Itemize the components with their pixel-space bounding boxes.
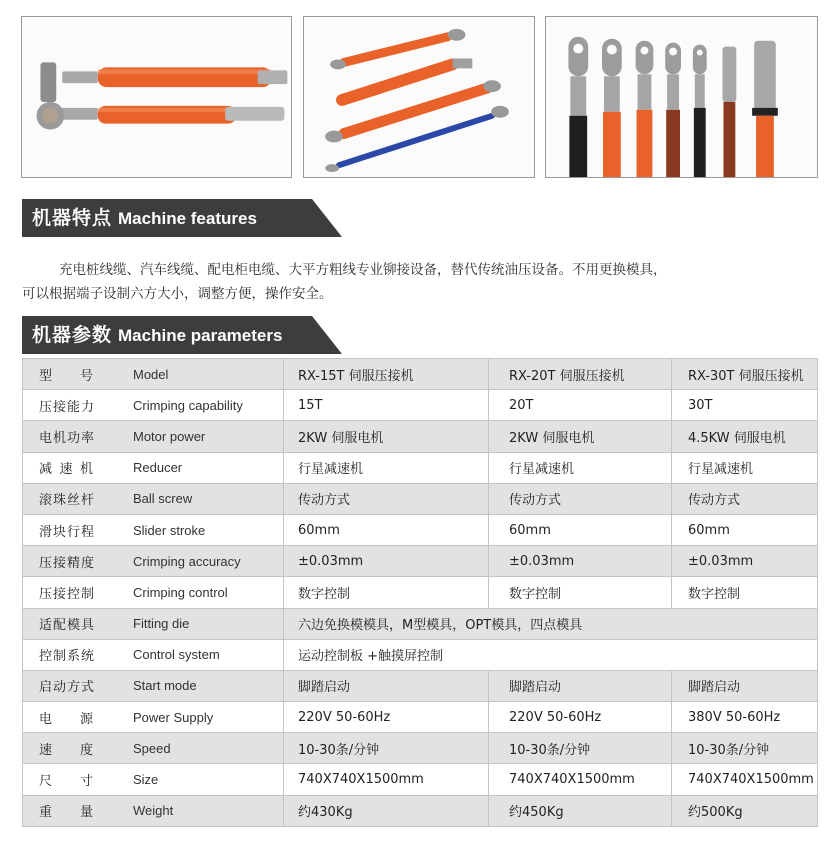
terminal-cables-photo bbox=[303, 16, 535, 178]
param-label-char: 速 bbox=[39, 742, 53, 758]
param-value: 约500Kg bbox=[672, 795, 818, 826]
param-label-en: Control system bbox=[113, 639, 284, 670]
crimped-terminals-photo bbox=[545, 16, 818, 178]
param-label-cn bbox=[23, 733, 114, 764]
param-label-en: Size bbox=[113, 764, 284, 795]
param-value: 740X740X1500mm bbox=[672, 764, 818, 795]
param-value: 10-30条/分钟 bbox=[284, 733, 489, 764]
param-label-char: 度 bbox=[79, 742, 93, 758]
param-value: 15T bbox=[284, 390, 489, 421]
table-row bbox=[23, 546, 818, 577]
param-label-en: Crimping accuracy bbox=[113, 546, 284, 577]
param-label-cn bbox=[23, 452, 114, 483]
param-label-char: 重 bbox=[39, 805, 53, 821]
table-row bbox=[23, 577, 818, 608]
param-value: 4.5KW 伺服电机 bbox=[672, 421, 818, 452]
param-label-cn bbox=[23, 795, 114, 826]
param-value: 行星减速机 bbox=[672, 452, 818, 483]
parameters-table-body bbox=[23, 359, 818, 827]
param-label-char: 速 bbox=[59, 462, 73, 478]
parameters-section-header bbox=[22, 316, 342, 354]
param-value: 60mm bbox=[284, 514, 489, 545]
param-label-cn bbox=[23, 764, 114, 795]
param-value: 740X740X1500mm bbox=[284, 764, 489, 795]
table-row bbox=[23, 390, 818, 421]
param-value: 20T bbox=[489, 390, 672, 421]
features-section-header bbox=[22, 199, 342, 237]
param-label-en: Power Supply bbox=[113, 702, 284, 733]
param-label-char: 寸 bbox=[79, 774, 93, 790]
param-value: RX-20T 伺服压接机 bbox=[489, 359, 672, 390]
param-label-cn-spaced bbox=[39, 708, 93, 727]
param-value: 约430Kg bbox=[284, 795, 489, 826]
param-value: 10-30条/分钟 bbox=[672, 733, 818, 764]
param-value: 2KW 伺服电机 bbox=[284, 421, 489, 452]
param-label-cn-spaced bbox=[39, 365, 93, 384]
param-label-cn: 压接精度 bbox=[23, 546, 114, 577]
param-label-cn-spaced bbox=[39, 739, 93, 758]
param-label-en: Crimping control bbox=[113, 577, 284, 608]
param-value: 数字控制 bbox=[284, 577, 489, 608]
table-row bbox=[23, 421, 818, 452]
param-label-en: Motor power bbox=[113, 421, 284, 452]
param-label-en: Slider stroke bbox=[113, 514, 284, 545]
param-value-span: 六边免换模模具，M型模具，OPT模具，四点模具 bbox=[284, 608, 818, 639]
param-label-char: 源 bbox=[79, 711, 93, 727]
parameters-title-en: Machine parameters bbox=[118, 326, 283, 345]
param-value: 数字控制 bbox=[489, 577, 672, 608]
features-title bbox=[32, 199, 257, 237]
param-label-en: Reducer bbox=[113, 452, 284, 483]
param-label-char: 量 bbox=[79, 805, 93, 821]
features-title-en: Machine features bbox=[118, 209, 257, 228]
param-value: RX-15T 伺服压接机 bbox=[284, 359, 489, 390]
param-value: 脚踏启动 bbox=[672, 670, 818, 701]
param-value: ±0.03mm bbox=[672, 546, 818, 577]
param-label-char: 电 bbox=[39, 711, 53, 727]
cable-assembly-photo bbox=[21, 16, 292, 178]
param-label-char: 型 bbox=[39, 368, 53, 384]
param-label-char: 减 bbox=[39, 462, 53, 478]
features-description bbox=[22, 258, 822, 306]
param-label-en: Crimping capability bbox=[113, 390, 284, 421]
param-value: 行星减速机 bbox=[489, 452, 672, 483]
parameters-title bbox=[32, 316, 282, 354]
param-value: ±0.03mm bbox=[489, 546, 672, 577]
table-row bbox=[23, 452, 818, 483]
param-value: 220V 50-60Hz bbox=[489, 702, 672, 733]
param-value: 380V 50-60Hz bbox=[672, 702, 818, 733]
param-label-char: 机 bbox=[79, 462, 93, 478]
table-row bbox=[23, 733, 818, 764]
param-value: 行星减速机 bbox=[284, 452, 489, 483]
param-label-cn bbox=[23, 702, 114, 733]
param-label-char: 号 bbox=[79, 368, 93, 384]
param-label-en: Weight bbox=[113, 795, 284, 826]
table-row bbox=[23, 483, 818, 514]
param-label-cn: 适配模具 bbox=[23, 608, 114, 639]
features-line-2: 可以根据端子设制六方大小，调整方便，操作安全。 bbox=[22, 286, 333, 302]
table-row bbox=[23, 702, 818, 733]
param-label-cn: 滑块行程 bbox=[23, 514, 114, 545]
param-label-cn: 压接能力 bbox=[23, 390, 114, 421]
param-value: ±0.03mm bbox=[284, 546, 489, 577]
param-label-en: Speed bbox=[113, 733, 284, 764]
param-value: 数字控制 bbox=[672, 577, 818, 608]
param-value: 2KW 伺服电机 bbox=[489, 421, 672, 452]
param-label-cn: 滚珠丝杆 bbox=[23, 483, 114, 514]
param-label-cn: 压接控制 bbox=[23, 577, 114, 608]
table-row bbox=[23, 514, 818, 545]
table-row bbox=[23, 608, 818, 639]
param-label-en: Model bbox=[113, 359, 284, 390]
table-row bbox=[23, 764, 818, 795]
table-row bbox=[23, 670, 818, 701]
param-value-span: 运动控制板 +触摸屏控制 bbox=[284, 639, 818, 670]
table-row bbox=[23, 795, 818, 826]
table-row bbox=[23, 359, 818, 390]
features-title-cn: 机器特点 bbox=[32, 207, 113, 229]
param-value: 60mm bbox=[489, 514, 672, 545]
table-row bbox=[23, 639, 818, 670]
param-label-char: 尺 bbox=[39, 774, 53, 790]
param-value: 约450Kg bbox=[489, 795, 672, 826]
param-label-cn-spaced bbox=[39, 458, 93, 477]
param-label-en: Ball screw bbox=[113, 483, 284, 514]
param-label-cn: 电机功率 bbox=[23, 421, 114, 452]
param-label-cn-spaced bbox=[39, 801, 93, 820]
param-value: 脚踏启动 bbox=[489, 670, 672, 701]
param-value: 220V 50-60Hz bbox=[284, 702, 489, 733]
param-value: 740X740X1500mm bbox=[489, 764, 672, 795]
param-label-en: Fitting die bbox=[113, 608, 284, 639]
param-label-en: Start mode bbox=[113, 670, 284, 701]
param-label-cn: 启动方式 bbox=[23, 670, 114, 701]
param-label-cn: 控制系统 bbox=[23, 639, 114, 670]
param-value: 传动方式 bbox=[489, 483, 672, 514]
param-value: 传动方式 bbox=[672, 483, 818, 514]
features-line-1: 充电桩线缆、汽车线缆、配电柜电缆、大平方粗线专业铆接设备，替代传统油压设备。不用更换模具， bbox=[59, 262, 667, 278]
parameters-title-cn: 机器参数 bbox=[32, 324, 113, 346]
param-value: RX-30T 伺服压接机 bbox=[672, 359, 818, 390]
param-label-cn-spaced bbox=[39, 770, 93, 789]
param-value: 传动方式 bbox=[284, 483, 489, 514]
param-label-cn bbox=[23, 359, 114, 390]
param-value: 60mm bbox=[672, 514, 818, 545]
param-value: 脚踏启动 bbox=[284, 670, 489, 701]
param-value: 30T bbox=[672, 390, 818, 421]
param-value: 10-30条/分钟 bbox=[489, 733, 672, 764]
parameters-table bbox=[22, 358, 818, 827]
